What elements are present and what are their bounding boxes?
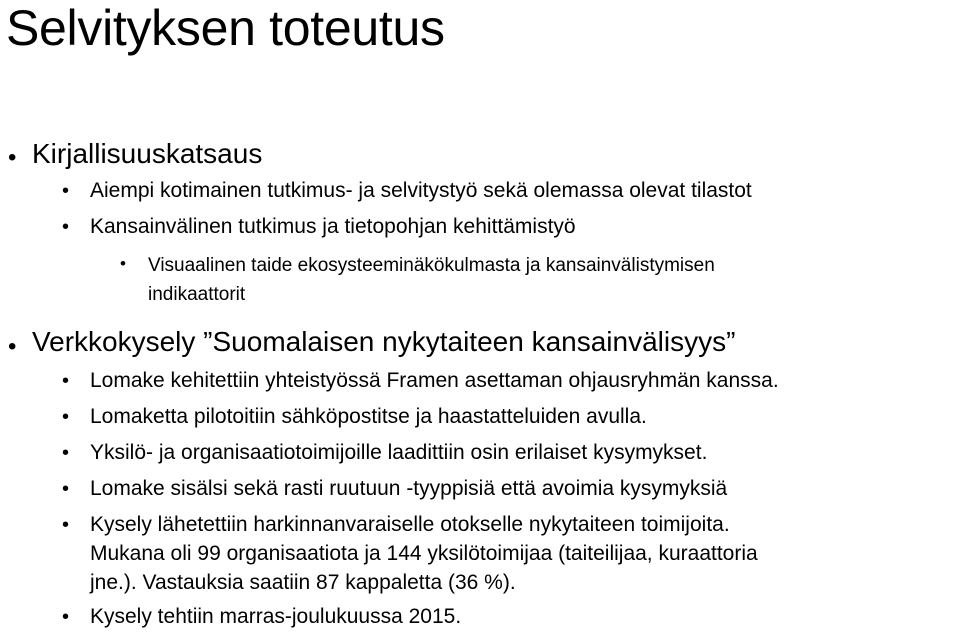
bullet: • [62, 478, 70, 500]
list-item-continuation: Mukana oli 99 organisaatiota ja 144 yksilötoimijaa (taiteilijaa, kuraattoria [90, 542, 758, 565]
bullet: • [62, 606, 70, 628]
bullet: • [62, 406, 70, 428]
sub-list-item-continuation: indikaattorit [148, 284, 246, 305]
bullet: • [120, 254, 126, 273]
bullet: • [62, 216, 70, 238]
list-item: Kysely tehtiin marras-joulukuussa 2015. [90, 605, 462, 628]
bullet: • [62, 514, 70, 536]
sub-list-item: Visuaalinen taide ekosysteeminäkökulmasta ja kansainvälistymisen [148, 255, 715, 276]
bullet: • [62, 180, 70, 202]
bullet: • [62, 442, 70, 464]
bullet: • [62, 370, 70, 392]
list-item: Lomake kehitettiin yhteistyössä Framen asettaman ohjausryhmän kanssa. [90, 369, 779, 392]
list-item: Lomaketta pilotoitiin sähköpostitse ja haastatteluiden avulla. [90, 405, 647, 428]
list-item: Lomake sisälsi sekä rasti ruutuun -tyyppisiä että avoimia kysymyksiä [90, 477, 728, 500]
slide-title: Selvityksen toteutus [6, 0, 445, 56]
list-item: Kysely lähetettiin harkinnanvaraiselle otokselle nykytaiteen toimijoita. [90, 513, 730, 536]
bullet: • [8, 333, 17, 360]
section-heading-survey: Verkkokysely ”Suomalaisen nykytaiteen kansainvälisyys” [32, 326, 736, 357]
list-item: Yksilö- ja organisaatiotoimijoille laadittiin osin erilaiset kysymykset. [90, 441, 708, 464]
list-item: Kansainvälinen tutkimus ja tietopohjan kehittämistyö [90, 215, 576, 238]
list-item: Aiempi kotimainen tutkimus- ja selvitystyö sekä olemassa olevat tilastot [90, 179, 752, 202]
bullet: • [8, 144, 17, 171]
section-heading-literature: Kirjallisuuskatsaus [32, 138, 263, 169]
list-item-continuation: jne.). Vastauksia saatiin 87 kappaletta (36 %). [90, 571, 516, 594]
